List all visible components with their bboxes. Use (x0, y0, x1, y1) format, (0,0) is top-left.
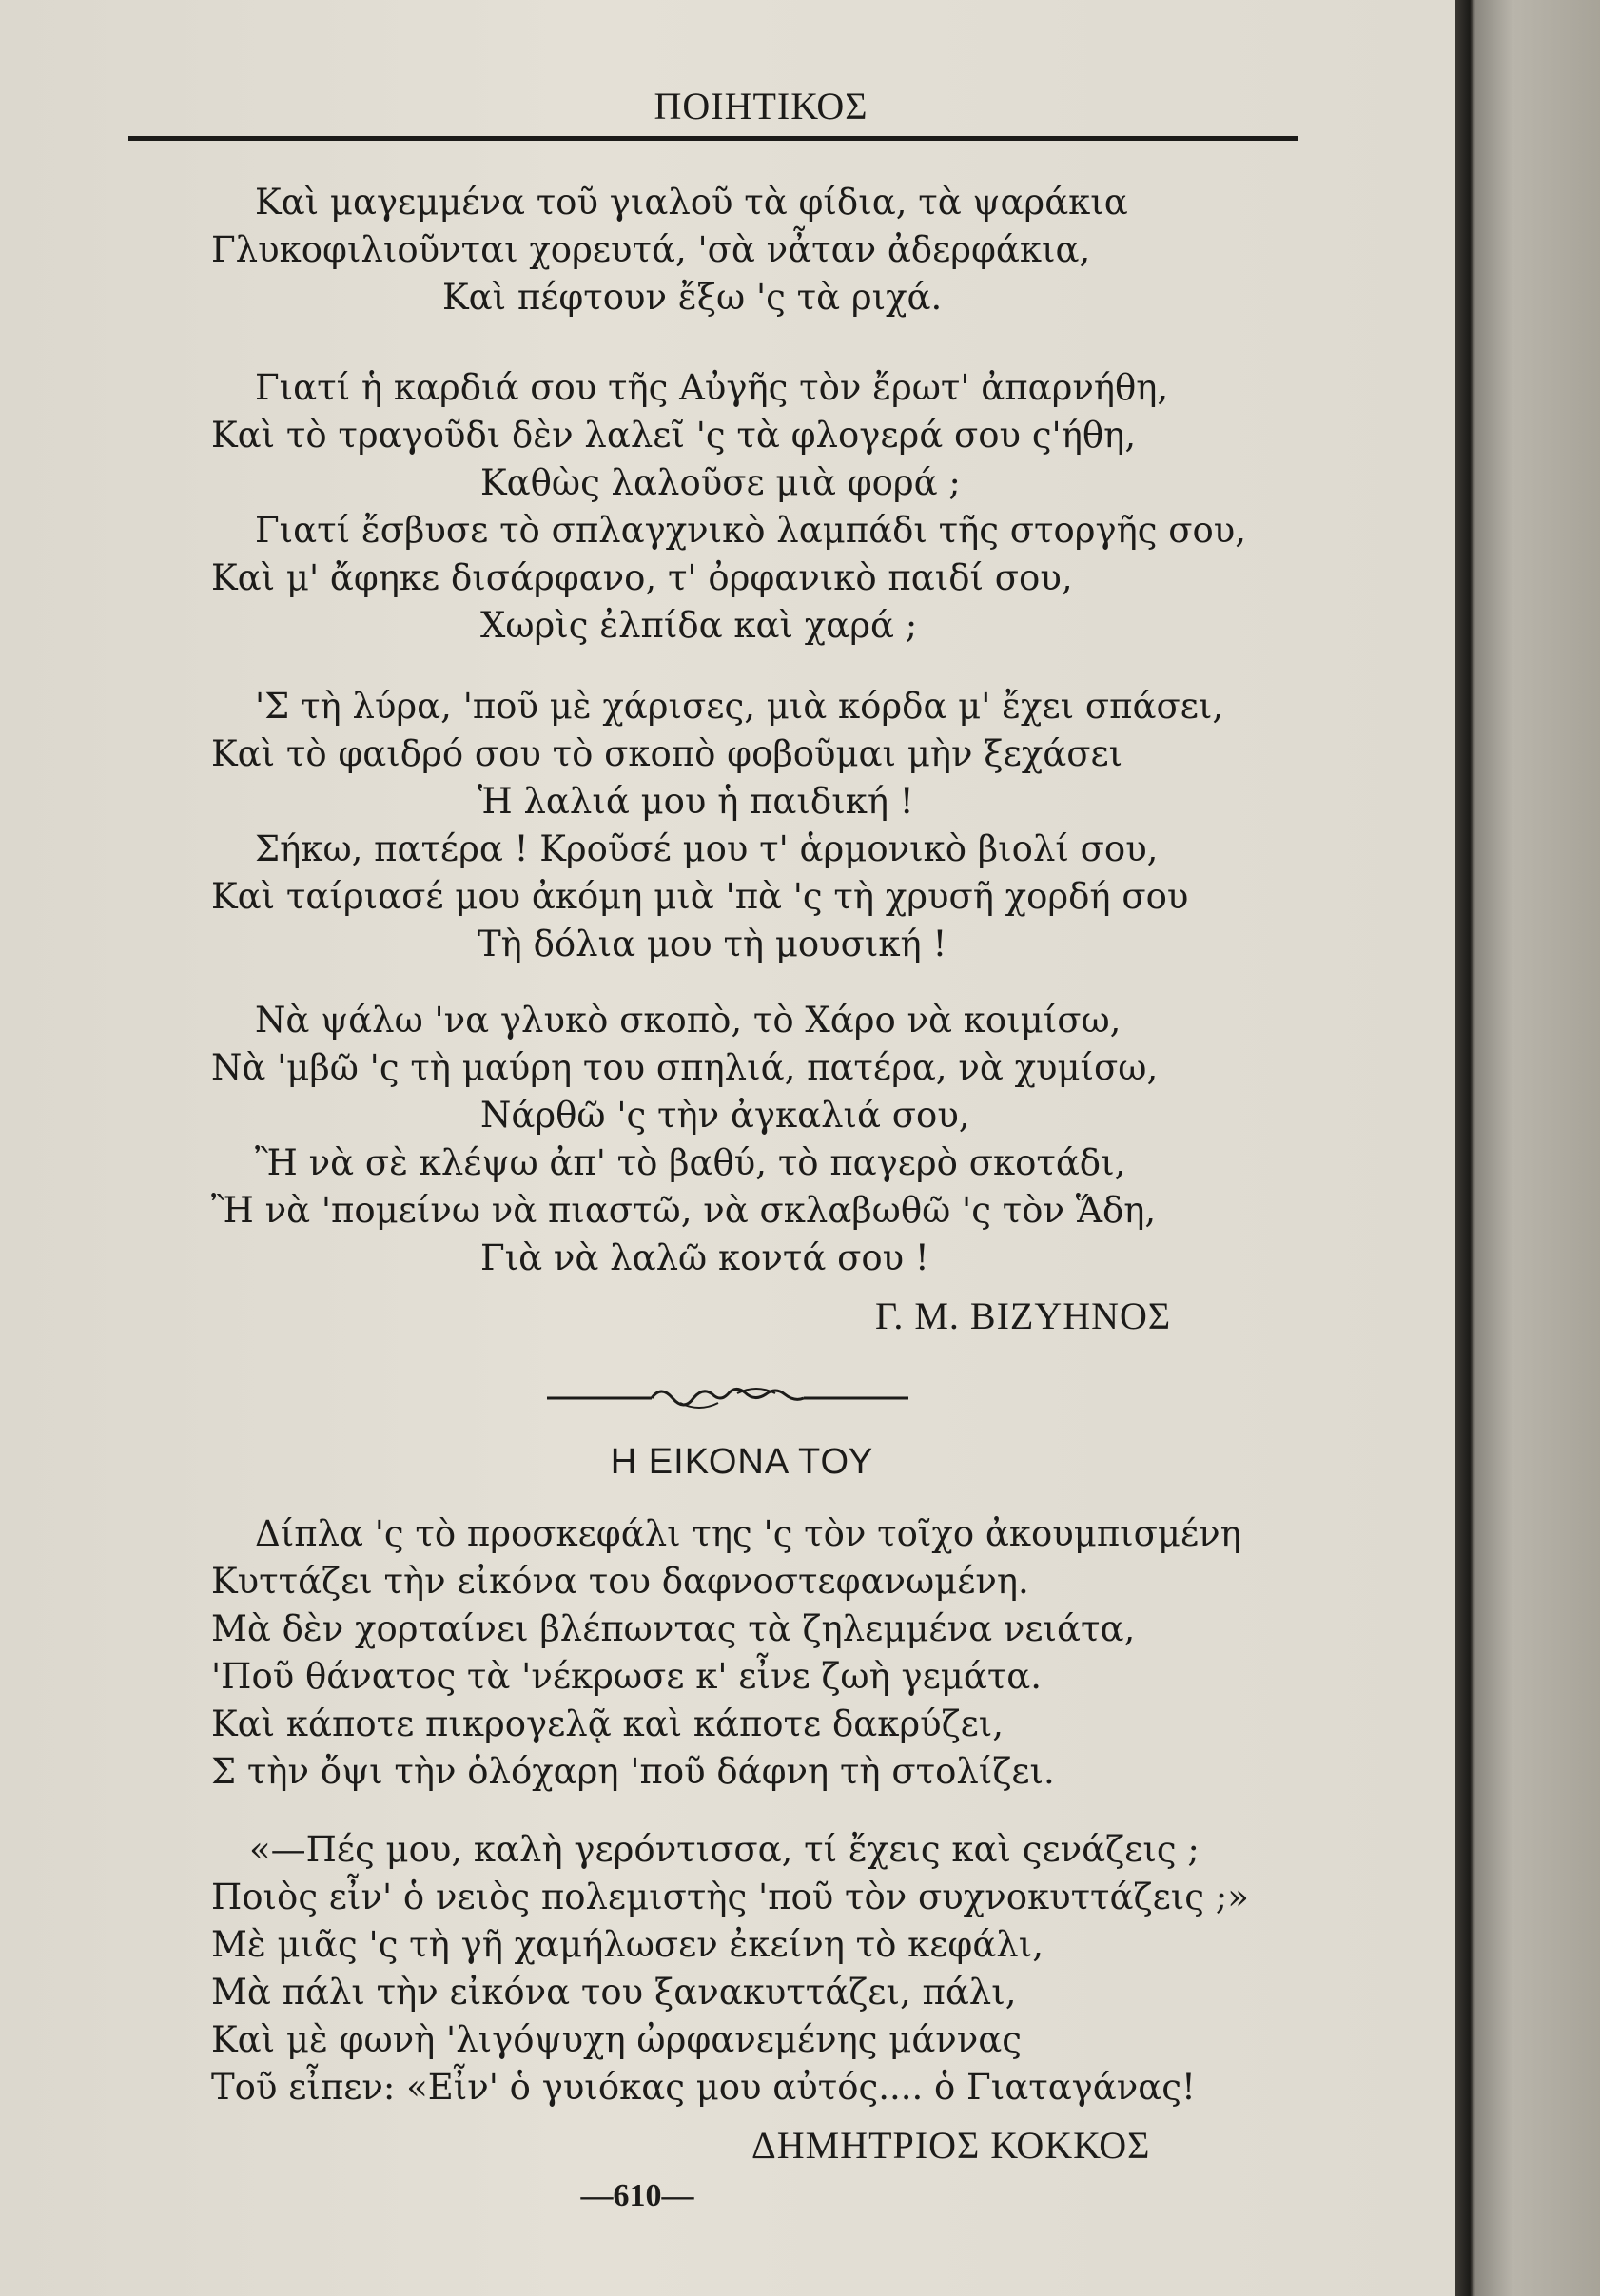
poem1-line: Καὶ τὸ φαιδρό σου τὸ σκοπὸ φοβοῦμαι μὴν ξεχάσει (211, 733, 1123, 774)
poem1-author: Γ. Μ. ΒΙΖΥΗΝΟΣ (875, 1294, 1172, 1337)
poem2-line: Μὰ πάλι τὴν εἰκόνα του ξανακυττάζει, πάλι, (211, 1972, 1017, 2013)
running-head: ΠΟΙΗΤΙΚΟΣ (654, 85, 868, 127)
poem1-line: Γλυκοφιλιοῦνται χορευτά, 'σὰ νἆταν ἀδερφάκια, (211, 229, 1091, 270)
poem2-line: Σ τὴν ὄψι τὴν ὁλόχαρη 'ποῦ δάφνη τὴ στολίζει. (211, 1751, 1055, 1792)
poem2-line: Ποιὸς εἶν' ὁ νειὸς πολεμιστὴς 'ποῦ τὸν συχνοκυττάζεις ;» (211, 1877, 1249, 1917)
poem1-line: Γιὰ νὰ λαλῶ κοντά σου ! (480, 1237, 929, 1278)
poem2-line: Μὰ δὲν χορταίνει βλέπωντας τὰ ζηλεμμένα νειάτα, (211, 1608, 1136, 1649)
poem1-line: Ἢ νὰ σὲ κλέψω ἀπ' τὸ βαθύ, τὸ παγερὸ σκοτάδι, (255, 1142, 1126, 1183)
poem2-line: 'Ποῦ θάνατος τὰ 'νέκρωσε κ' εἶνε ζωὴ γεμάτα. (211, 1656, 1043, 1697)
poem1-line: Καθὼς λαλοῦσε μιὰ φορά ; (480, 462, 961, 503)
poem2-line: Κυττάζει τὴν εἰκόνα του δαφνοστεφανωμένη. (211, 1561, 1029, 1602)
header-rule (128, 136, 1298, 141)
poem1-line: Καὶ ταίριασέ μου ἀκόμη μιὰ 'πὰ 'ς τὴ χρυσῆ χορδή σου (211, 876, 1189, 917)
poem1-line: Καὶ πέφτουν ἔξω 'ς τὰ ριχά. (442, 277, 943, 318)
poem2-line: «—Πές μου, καλὴ γερόντισσα, τί ἔχεις καὶ ςενάζεις ; (249, 1829, 1200, 1870)
poem1-line: Ἡ λαλιά μου ἡ παιδική ! (478, 781, 914, 822)
poem1-line: Γιατί ἡ καρδιά σου τῆς Αὐγῆς τὸν ἔρωτ' ἀπαρνήθη, (255, 367, 1169, 408)
poem1-line: Νὰ ψάλω 'να γλυκὸ σκοπὸ, τὸ Χάρο νὰ κοιμίσω, (255, 1000, 1122, 1041)
poem1-line: Καὶ τὸ τραγοῦδι δὲν λαλεῖ 'ς τὰ φλογερά σου ς'ήθη, (211, 415, 1137, 456)
poem2-line: Δίπλα 'ς τὸ προσκεφάλι της 'ς τὸν τοῖχο ἀκουμπισμένη (255, 1513, 1241, 1554)
poem1-line: Καὶ μ' ἄφηκε δισάρφανο, τ' ὀρφανικὸ παιδί σου, (211, 557, 1073, 598)
poem1-line: Γιατί ἔσβυσε τὸ σπλαγχνικὸ λαμπάδι τῆς στοργῆς σου, (255, 510, 1247, 551)
poem1-line: Νὰ 'μβῶ 'ς τὴ μαύρη του σπηλιά, πατέρα, νὰ χυμίσω, (211, 1047, 1159, 1088)
poem2-title: Η ΕΙΚΟΝΑ ΤΟΥ (610, 1442, 874, 1482)
poem1-line: Καὶ μαγεμμένα τοῦ γιαλοῦ τὰ φίδια, τὰ ψαράκια (255, 182, 1128, 223)
poem2-line: Μὲ μιᾶς 'ς τὴ γῆ χαμήλωσεν ἐκείνη τὸ κεφάλι, (211, 1924, 1044, 1965)
poem1-line: Νάρθῶ 'ς τὴν ἀγκαλιά σου, (480, 1095, 970, 1136)
poem1-line: Σήκω, πατέρα ! Κροῦσέ μου τ' ἁρμονικὸ βιολί σου, (255, 828, 1159, 869)
poem1-line: Ἢ νὰ 'πομείνω νὰ πιαστῶ, νὰ σκλαβωθῶ 'ς τὸν Ἅδη, (211, 1190, 1157, 1231)
poem1-line: Χωρὶς ἐλπίδα καὶ χαρά ; (480, 605, 918, 646)
poem1-line: 'Σ τὴ λύρα, 'ποῦ μὲ χάρισες, μιὰ κόρδα μ' ἔχει σπάσει, (255, 686, 1224, 727)
poem1-line: Τὴ δόλια μου τὴ μουσική ! (478, 924, 947, 964)
poem2-line: Καὶ μὲ φωνὴ 'λιγόψυχη ὠρφανεμένης μάννας (211, 2019, 1022, 2060)
book-spine-edge (1455, 0, 1600, 2296)
poem2-line: Καὶ κάποτε πικρογελᾷ καὶ κάποτε δακρύζει, (211, 1703, 1005, 1744)
ornament-divider (547, 1384, 908, 1412)
poem2-author: ΔΗΜΗΤΡΙΟΣ ΚΟΚΚΟΣ (751, 2124, 1151, 2167)
poem2-line: Τοῦ εἶπεν: «Εἶν' ὁ γυιόκας μου αὐτός.... ὁ Γιαταγάνας! (211, 2067, 1196, 2108)
page-number: —610— (580, 2178, 694, 2213)
